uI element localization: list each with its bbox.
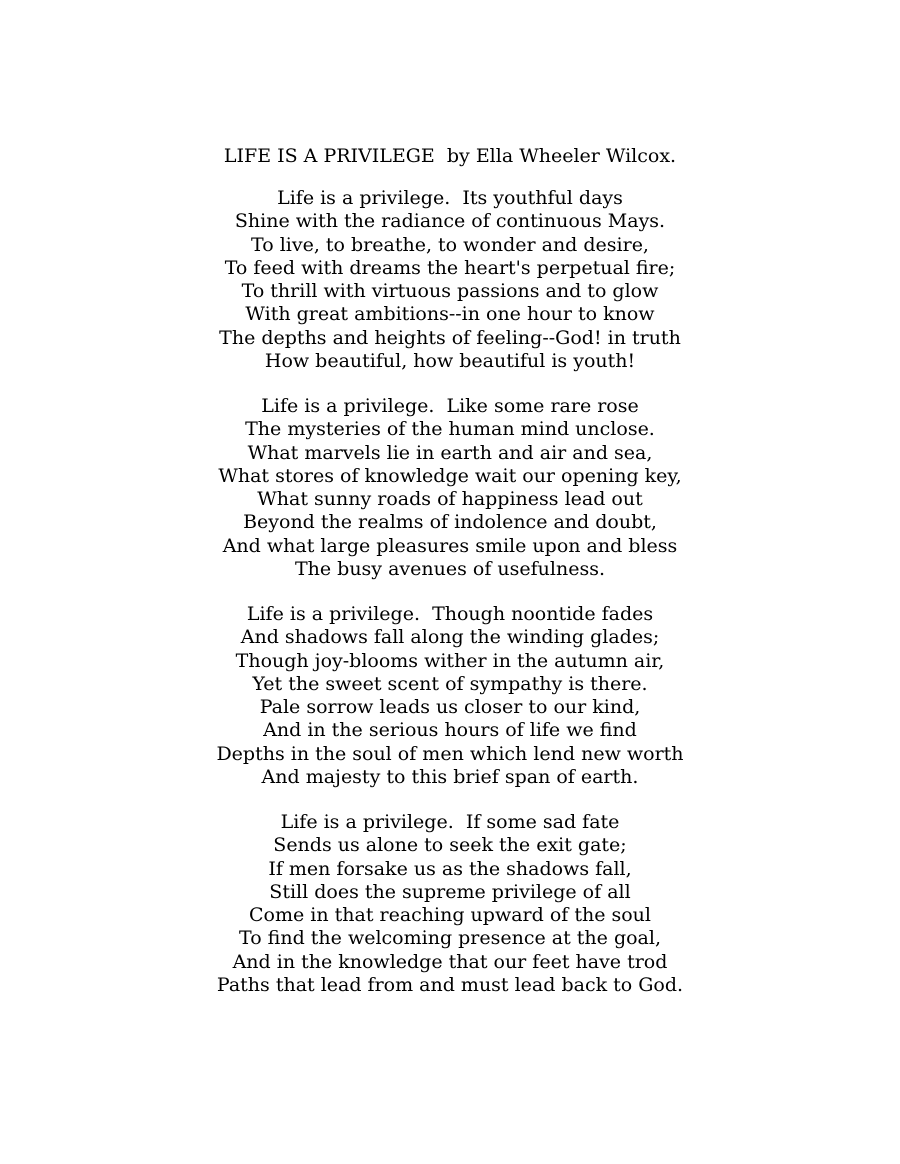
poem-line: The mysteries of the human mind unclose. (245, 418, 655, 441)
poem-line: Still does the supreme privilege of all (269, 880, 631, 903)
poem-line: And majesty to this brief span of earth. (261, 766, 639, 789)
poem-line: What sunny roads of happiness lead out (257, 488, 643, 511)
poem-line: Pale sorrow leads us closer to our kind, (259, 696, 641, 719)
stanza-4 (0, 811, 900, 997)
poem-line: Paths that lead from and must lead back to God. (216, 974, 684, 997)
poem-line: Shine with the radiance of continuous Mays. (234, 210, 666, 233)
poem-line: Depths in the soul of men which lend new worth (216, 742, 684, 765)
poem-line: The busy avenues of usefulness. (294, 558, 606, 581)
poem-line: What stores of knowledge wait our opening key, (218, 464, 682, 487)
stanza-1 (0, 187, 900, 373)
poem-line: Sends us alone to seek the exit gate; (273, 834, 627, 857)
poem-line: With great ambitions--in one hour to know (245, 303, 655, 326)
poem-line: Life is a privilege. Like some rare rose (261, 395, 639, 417)
stanza-3 (0, 603, 900, 789)
poem-line: Life is a privilege. If some sad fate (280, 811, 620, 833)
poem-line: To find the welcoming presence at the goal, (239, 927, 661, 950)
poem-line: The depths and heights of feeling--God! in truth (219, 326, 681, 349)
poem-line: And what large pleasures smile upon and bless (222, 534, 678, 557)
poem-line: And in the serious hours of life we find (263, 719, 637, 742)
poem-line: What marvels lie in earth and air and sea, (247, 441, 653, 464)
poem-line: Beyond the realms of indolence and doubt, (243, 511, 657, 534)
poem-line: And in the knowledge that our feet have trod (232, 950, 668, 973)
poem-line: Come in that reaching upward of the soul (249, 904, 651, 927)
poem-line: To live, to breathe, to wonder and desire, (251, 233, 649, 256)
poem-line: To thrill with virtuous passions and to glow (241, 280, 659, 303)
poem-title: LIFE IS A PRIVILEGE by Ella Wheeler Wilcox. (223, 145, 677, 167)
poem-line: Life is a privilege. Its youthful days (277, 187, 623, 209)
poem-line: Yet the sweet scent of sympathy is there. (252, 672, 648, 695)
poem-line: To feed with dreams the heart's perpetual fire; (224, 256, 676, 279)
poem-line: If men forsake us as the shadows fall, (268, 857, 632, 880)
poem-line: Life is a privilege. Though noontide fades (246, 603, 654, 625)
poem-line: How beautiful, how beautiful is youth! (264, 350, 636, 373)
poem-line: And shadows fall along the winding glades; (240, 626, 660, 649)
stanza-2 (0, 395, 900, 581)
poem-line: Though joy-blooms wither in the autumn air, (235, 649, 665, 672)
